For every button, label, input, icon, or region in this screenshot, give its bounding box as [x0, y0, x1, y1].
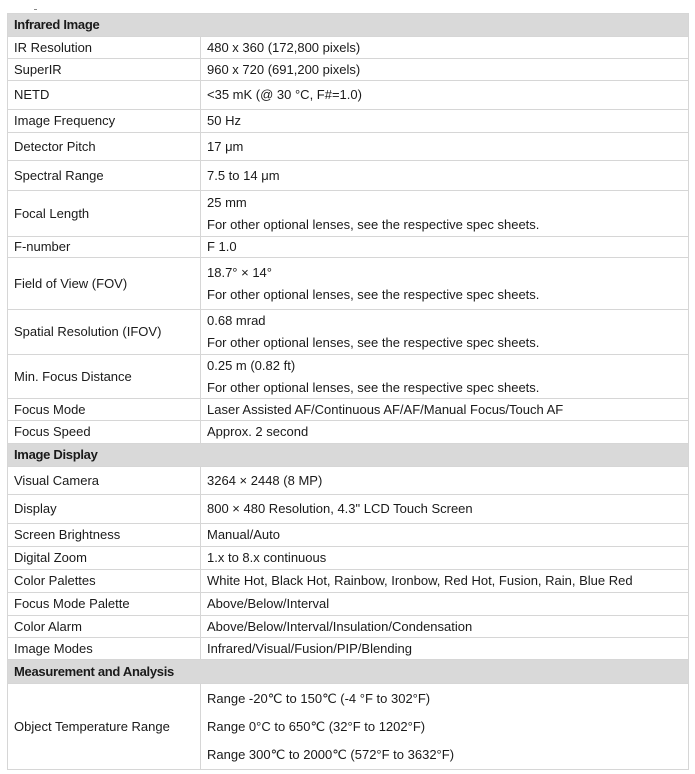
- spec-row: [8, 547, 689, 570]
- spec-label: NETD: [8, 81, 201, 110]
- spec-label: Visual Camera: [8, 467, 201, 495]
- spec-table-body: [8, 14, 689, 770]
- spec-row: [8, 467, 689, 495]
- spec-value-line: 960 x 720 (691,200 pixels): [207, 61, 361, 77]
- section-header: [8, 14, 689, 37]
- spec-value-line: 0.25 m (0.82 ft): [207, 357, 296, 373]
- spec-row: [8, 37, 689, 59]
- spec-table: [7, 13, 689, 770]
- spec-value: [201, 191, 689, 237]
- spec-value-line: 800 × 480 Resolution, 4.3" LCD Touch Screen: [207, 501, 473, 516]
- spec-row: [8, 110, 689, 133]
- spec-value-note: For other optional lenses, see the respective spec sheets.: [207, 335, 540, 350]
- spec-value: [201, 421, 689, 444]
- spec-value-note: For other optional lenses, see the respective spec sheets.: [207, 379, 540, 395]
- spec-value: [201, 684, 689, 770]
- spec-value-line: Above/Below/Interval: [207, 596, 330, 611]
- spec-label: Image Modes: [8, 638, 201, 660]
- section-header: [8, 660, 689, 684]
- spec-value: [201, 616, 689, 638]
- spec-value-line: Manual/Auto: [207, 527, 280, 542]
- spec-row: [8, 495, 689, 524]
- spec-row: [8, 237, 689, 258]
- spec-value: [201, 133, 689, 161]
- spec-value-line: <35 mK (@ 30 °C, F#=1.0): [207, 87, 362, 102]
- spec-row: [8, 355, 689, 399]
- section-title: Infrared Image: [8, 14, 689, 37]
- spec-value: [201, 59, 689, 81]
- spec-label: SuperIR: [8, 59, 201, 81]
- spec-value: [201, 258, 689, 310]
- spec-value-line: Laser Assisted AF/Continuous AF/AF/Manual Focus/Touch AF: [207, 401, 564, 417]
- spec-value: [201, 524, 689, 547]
- spec-value: [201, 547, 689, 570]
- spec-row: [8, 616, 689, 638]
- spec-row: [8, 133, 689, 161]
- spec-label: Screen Brightness: [8, 524, 201, 547]
- spec-label: Spatial Resolution (IFOV): [8, 310, 201, 355]
- spec-value-line: 18.7° × 14°: [207, 264, 272, 280]
- spec-value: [201, 237, 689, 258]
- spec-value: [201, 570, 689, 593]
- spec-row: [8, 310, 689, 355]
- spec-value-line: 50 Hz: [207, 113, 241, 128]
- spec-label: Digital Zoom: [8, 547, 201, 570]
- spec-row: [8, 593, 689, 616]
- spec-row: [8, 638, 689, 660]
- spec-value-line: 480 x 360 (172,800 pixels): [207, 39, 361, 55]
- spec-label: Focus Mode: [8, 399, 201, 421]
- page-mark: [34, 9, 37, 10]
- spec-value-note: Range 0°C to 650℃ (32°F to 1202°F): [207, 718, 426, 734]
- spec-value-line: Approx. 2 second: [207, 424, 309, 439]
- spec-value-line: 25 mm: [207, 194, 247, 210]
- spec-row: [8, 258, 689, 310]
- spec-value-line: 0.68 mrad: [207, 313, 266, 328]
- spec-value: [201, 399, 689, 421]
- section-title: Image Display: [8, 444, 689, 467]
- spec-label: Field of View (FOV): [8, 258, 201, 310]
- spec-value: [201, 638, 689, 660]
- spec-label: Focus Mode Palette: [8, 593, 201, 616]
- spec-row: [8, 684, 689, 770]
- spec-value-line: White Hot, Black Hot, Rainbow, Ironbow, Red Hot, Fusion, Rain, Blue Red: [207, 573, 633, 588]
- spec-value: [201, 593, 689, 616]
- spec-label: Image Frequency: [8, 110, 201, 133]
- spec-value: [201, 310, 689, 355]
- spec-value-note: Range 300℃ to 2000℃ (572°F to 3632°F): [207, 746, 455, 762]
- spec-value-line: Above/Below/Interval/Insulation/Condensation: [207, 618, 473, 634]
- spec-label: F-number: [8, 237, 201, 258]
- spec-value-line: F 1.0: [207, 239, 237, 254]
- spec-value: [201, 467, 689, 495]
- spec-row: [8, 524, 689, 547]
- spec-value-line: Infrared/Visual/Fusion/PIP/Blending: [207, 640, 412, 656]
- spec-value: [201, 81, 689, 110]
- spec-value-note: For other optional lenses, see the respective spec sheets.: [207, 216, 540, 232]
- spec-label: Display: [8, 495, 201, 524]
- spec-row: [8, 161, 689, 191]
- spec-row: [8, 59, 689, 81]
- spec-label: Min. Focus Distance: [8, 355, 201, 399]
- spec-value-note: For other optional lenses, see the respective spec sheets.: [207, 286, 540, 302]
- spec-row: [8, 570, 689, 593]
- spec-label: Color Palettes: [8, 570, 201, 593]
- spec-value-line: 3264 × 2448 (8 MP): [207, 472, 323, 488]
- spec-value-line: 1.x to 8.x continuous: [207, 550, 327, 565]
- spec-label: Spectral Range: [8, 161, 201, 191]
- spec-value-line: 17 μm: [207, 138, 244, 154]
- spec-label: Color Alarm: [8, 616, 201, 638]
- spec-label: Object Temperature Range: [8, 684, 201, 770]
- spec-row: [8, 399, 689, 421]
- spec-value: [201, 495, 689, 524]
- spec-value: [201, 161, 689, 191]
- spec-value: [201, 355, 689, 399]
- spec-label: IR Resolution: [8, 37, 201, 59]
- spec-value-line: 7.5 to 14 μm: [207, 167, 280, 183]
- spec-row: [8, 81, 689, 110]
- spec-row: [8, 191, 689, 237]
- section-header: [8, 444, 689, 467]
- spec-label: Detector Pitch: [8, 133, 201, 161]
- spec-label: Focal Length: [8, 191, 201, 237]
- section-title: Measurement and Analysis: [8, 660, 689, 684]
- spec-label: Focus Speed: [8, 421, 201, 444]
- spec-value: [201, 110, 689, 133]
- spec-row: [8, 421, 689, 444]
- spec-value-line: Range -20℃ to 150℃ (-4 °F to 302°F): [207, 690, 431, 706]
- spec-value: [201, 37, 689, 59]
